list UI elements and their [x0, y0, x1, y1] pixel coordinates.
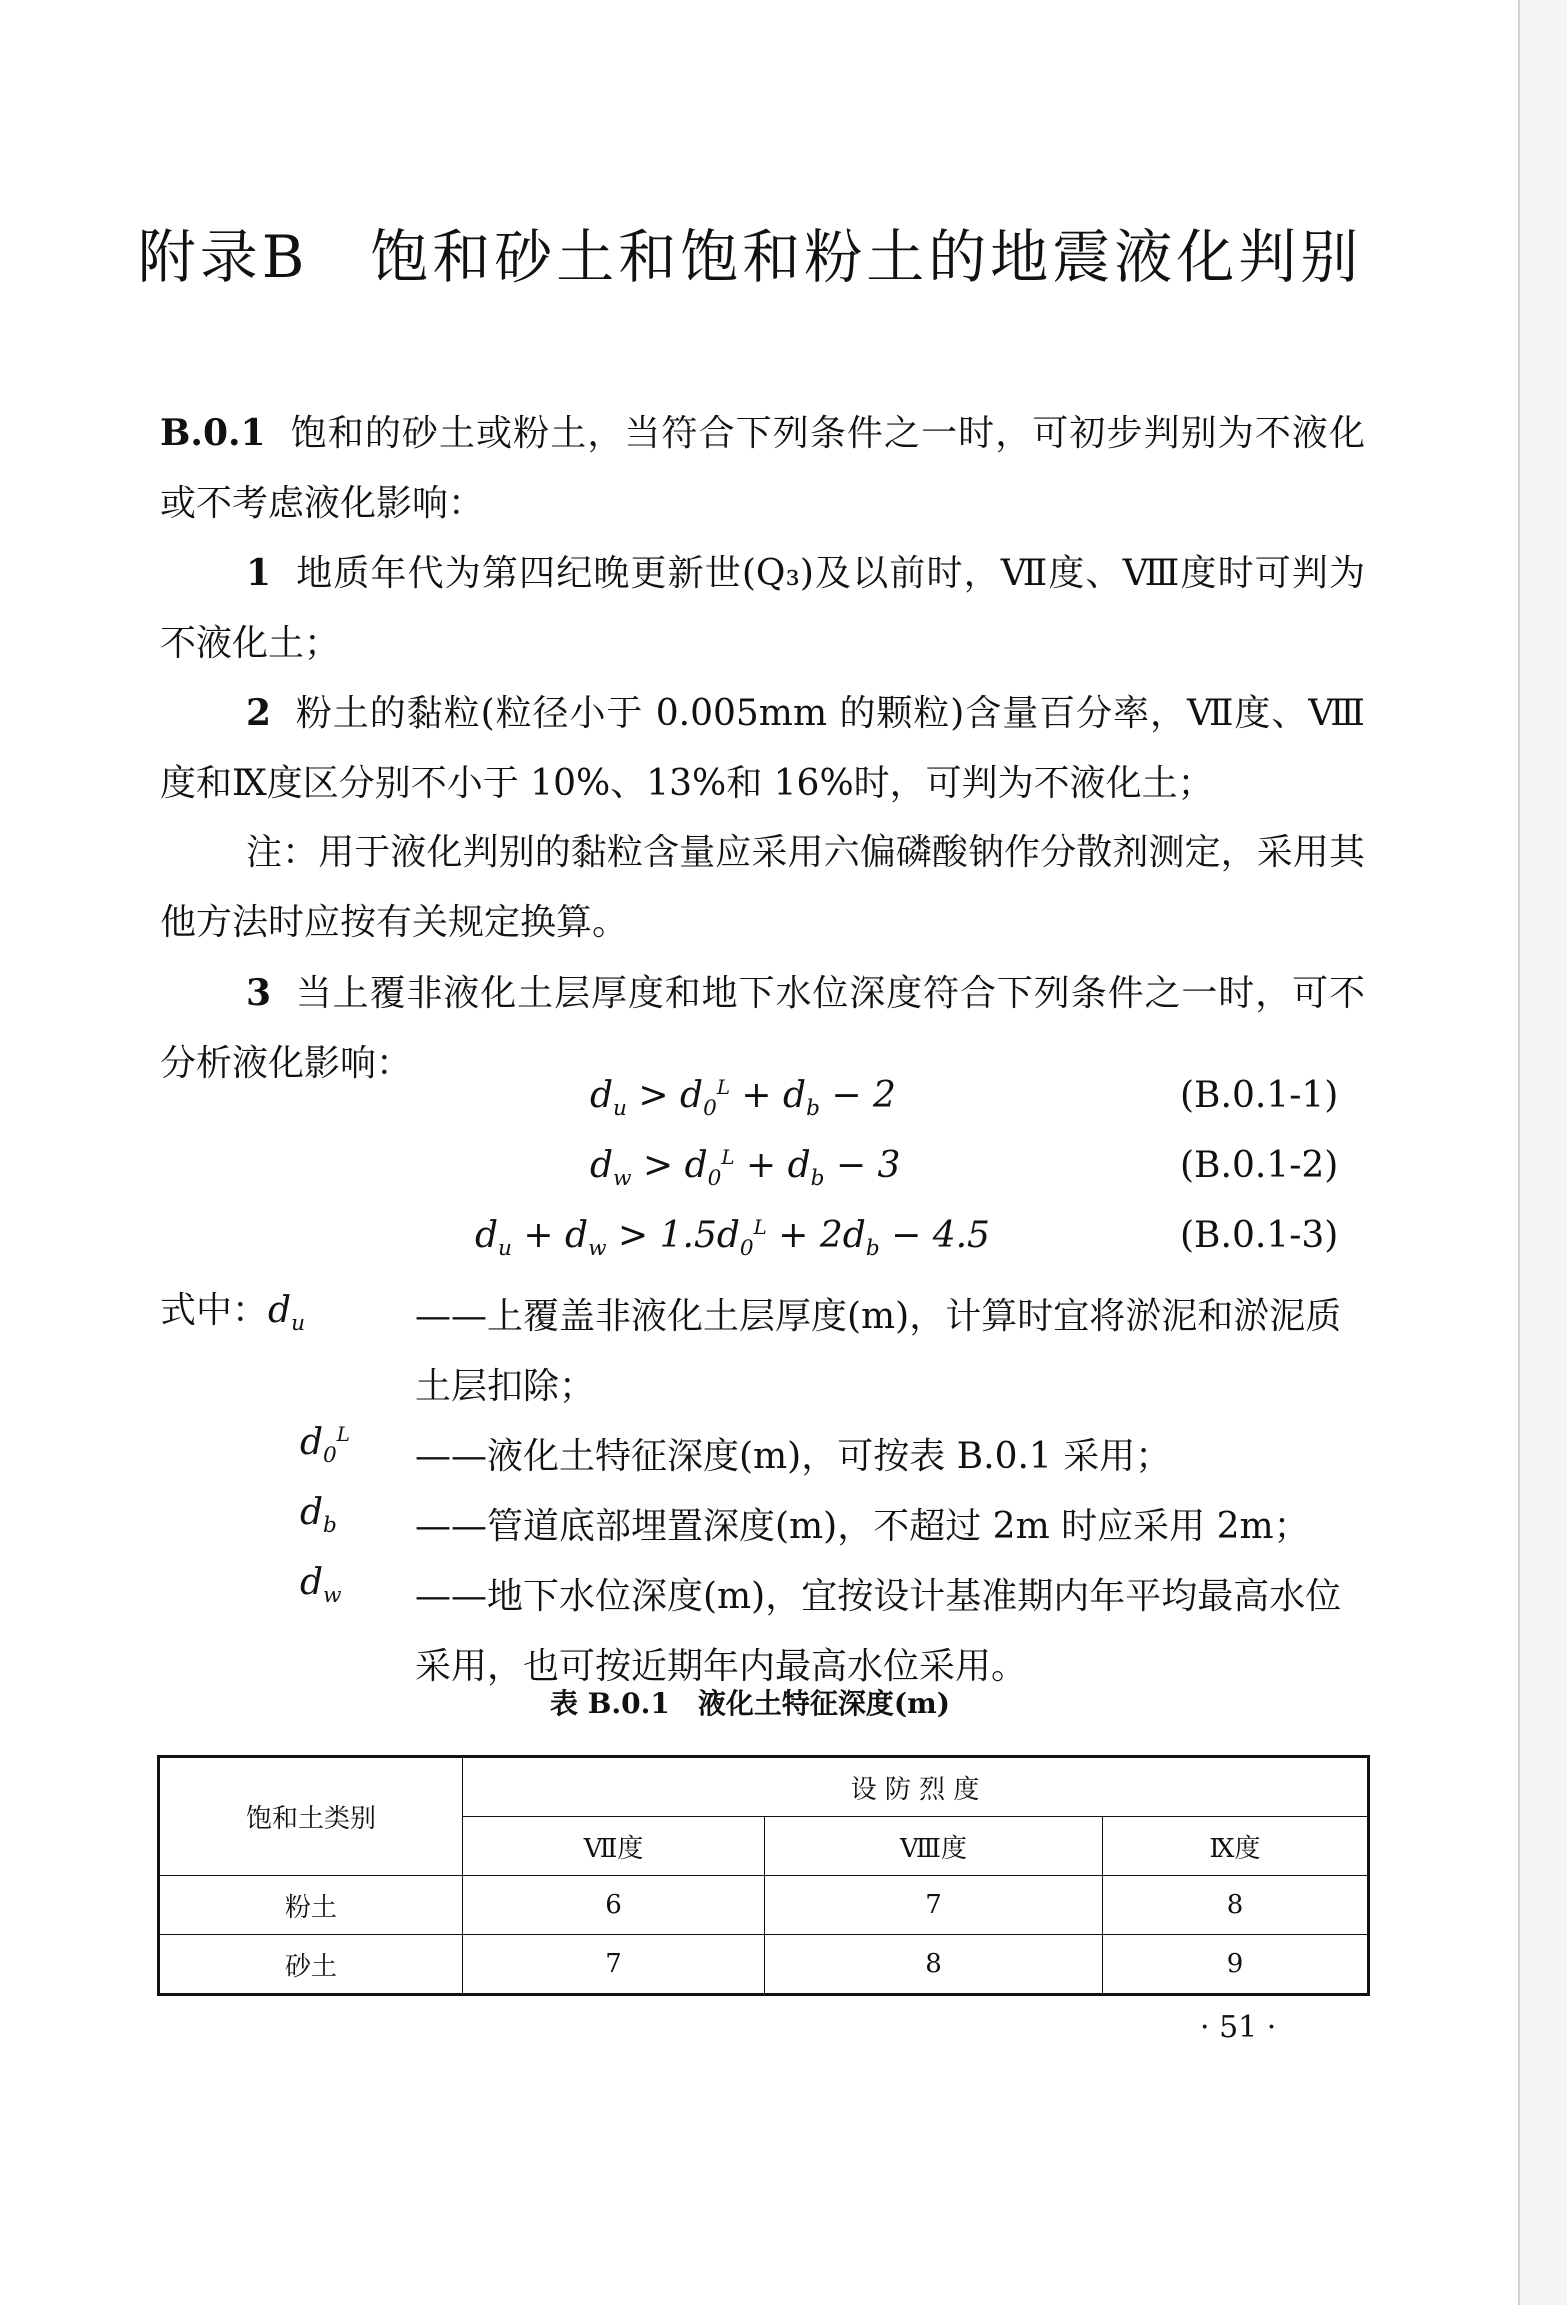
- header-group: 设 防 烈 度: [463, 1757, 1369, 1817]
- note: 注：用于液化判别的黏粒含量应采用六偏磷酸钠作分散剂测定，采用其他方法时应按有关规定换算。: [160, 832, 1365, 943]
- clause-b01: [160, 398, 1365, 539]
- liquefaction-depth-table: [157, 1755, 1370, 1996]
- item-1: 1 地质年代为第四纪晚更新世(Q₃)及以前时，Ⅶ度、Ⅷ度时可判为不液化土；: [160, 552, 1366, 664]
- def-db: ——管道底部埋置深度(m)，不超过 2m 时应采用 2m；: [415, 1506, 1310, 1547]
- table-caption: 表 B.0.1 液化土特征深度(m): [550, 1687, 950, 1720]
- clause-text: 饱和的砂土或粉土，当符合下列条件之一时，可初步判别为不液化或不考虑液化影响：: [160, 413, 1365, 524]
- sym-d0: $d_0^L$: [300, 1422, 350, 1469]
- page-number: · 51 ·: [1200, 2010, 1277, 2045]
- sym-db: $d_b$: [300, 1492, 337, 1539]
- column-header: Ⅶ度: [463, 1817, 765, 1876]
- formula-2-id: (B.0.1-2): [1180, 1145, 1339, 1186]
- column-header: Ⅸ度: [1102, 1817, 1368, 1876]
- page-title: 附录B 饱和砂土和饱和粉土的地震液化判别: [137, 223, 1363, 291]
- sym-dw: $d_w$: [300, 1562, 342, 1609]
- def-dw: ——地下水位深度(m)，宜按设计基准期内年平均最高水位采用，也可按近期年内最高水位采用。: [415, 1576, 1342, 1687]
- table-row: 砂土 7 8 9: [159, 1935, 1369, 1995]
- formula-3: $d_u + d_w > 1.5d_0^L + 2d_b - 4.5$: [475, 1215, 990, 1262]
- clause-number: B.0.1: [160, 412, 266, 454]
- where-label: 式中：$d_u$: [160, 1290, 305, 1337]
- formula-3-id: (B.0.1-3): [1180, 1215, 1339, 1256]
- table-row: 粉土 6 7 8: [159, 1876, 1369, 1935]
- formula-1: $d_u > d_0^L + d_b - 2$: [590, 1075, 896, 1122]
- def-d0: ——液化土特征深度(m)，可按表 B.0.1 采用；: [415, 1436, 1172, 1477]
- row-header: 饱和土类别: [159, 1757, 463, 1876]
- formula-2: $d_w > d_0^L + d_b - 3$: [590, 1145, 901, 1192]
- column-header: Ⅷ度: [765, 1817, 1103, 1876]
- def-du: ——上覆盖非液化土层厚度(m)，计算时宜将淤泥和淤泥质土层扣除；: [415, 1296, 1342, 1407]
- item-3: 3 当上覆非液化土层厚度和地下水位深度符合下列条件之一时，可不分析液化影响：: [160, 972, 1365, 1084]
- item-2: 2 粉土的黏粒(粒径小于 0.005mm 的颗粒)含量百分率，Ⅶ度、Ⅷ度和Ⅸ度区分别不小于 10%、13%和 16%时，可判为不液化土；: [160, 692, 1365, 804]
- page-edge: [1518, 0, 1567, 2305]
- formula-1-id: (B.0.1-1): [1180, 1075, 1339, 1116]
